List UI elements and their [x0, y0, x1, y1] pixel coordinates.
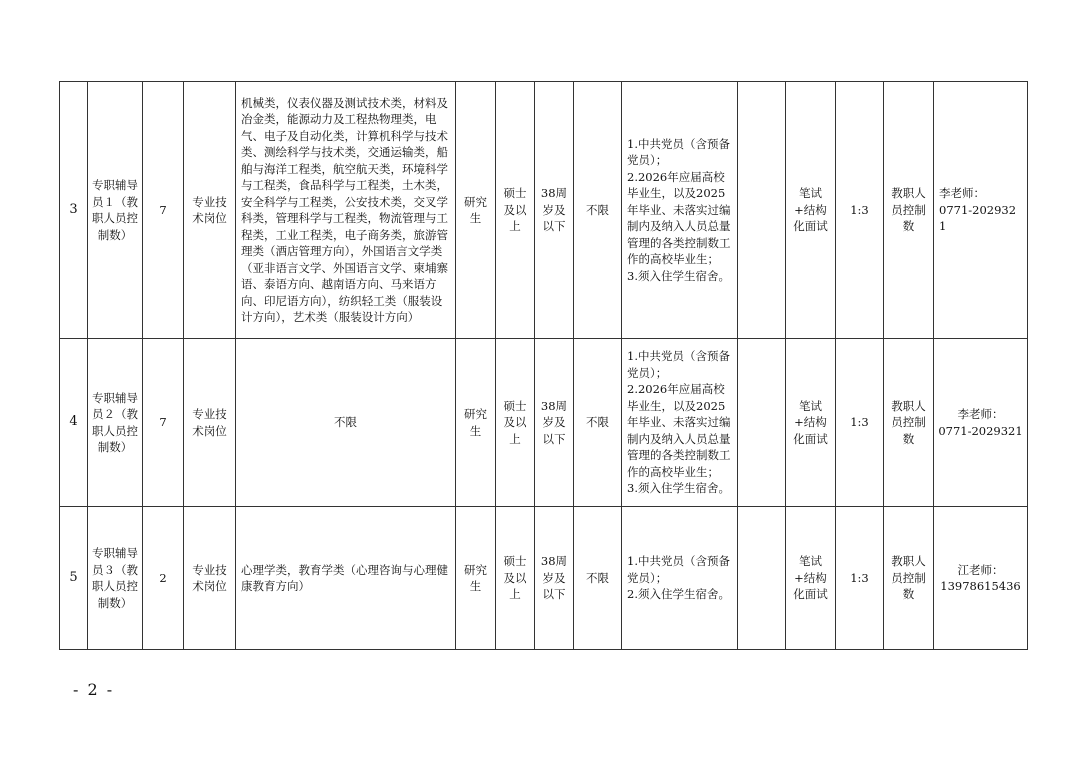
major-requirement: 机械类，仪表仪器及测试技术类，材料及冶金类，能源动力及工程热物理类，电气、电子及自动化类，计算机科学与技术类、测绘科学与技术类，交通运输类，船舶与海洋工程类，航空航天类，环境科学与工程类，食品科学与工程类，土木类，安全科学与工程类，公安技术类，交叉学科类，管理科学与工程类，物流管理与工程类，工业工程类，电子商务类，旅游管理类（酒店管理方向），外国语言文学类（亚非语言文学、外国语言文学、柬埔寨语、泰语方向、越南语方向、马来语方向、印尼语方向），纺织轻工类（服装设计方向），艺术类（服装设计方向）	[236, 82, 456, 339]
row-number: 3	[60, 82, 88, 339]
recruitment-table	[59, 81, 1028, 650]
title-requirement: 不限	[574, 82, 622, 339]
page-number: - 2 -	[73, 680, 115, 699]
education-requirement: 研究生	[456, 339, 496, 507]
staffing-type: 教职人员控制数	[884, 82, 934, 339]
interview-ratio: 1:3	[836, 339, 884, 507]
other-requirements: 1.中共党员（含预备党员）； 2.2026年应届高校毕业生，以及2025年毕业、未落实过编制内及纳入人员总量管理的各类控制数工作的高校毕业生； 3.须入住学生宿舍。	[622, 339, 738, 507]
degree-requirement: 硕士及以上	[496, 82, 535, 339]
hire-count: 7	[143, 82, 184, 339]
other-requirements: 1.中共党员（含预备党员）； 2.2026年应届高校毕业生，以及2025年毕业、未落实过编制内及纳入人员总量管理的各类控制数工作的高校毕业生； 3.须入住学生宿舍。	[622, 82, 738, 339]
staffing-type: 教职人员控制数	[884, 339, 934, 507]
exam-method: 笔试+结构化面试	[786, 507, 836, 650]
title-requirement: 不限	[574, 507, 622, 650]
other-requirements: 1.中共党员（含预备党员）； 2.须入住学生宿舍。	[622, 507, 738, 650]
major-requirement: 不限	[236, 339, 456, 507]
position-name: 专职辅导员２（教职人员控制数）	[88, 339, 143, 507]
hire-count: 7	[143, 339, 184, 507]
position-category: 专业技术岗位	[184, 82, 236, 339]
empty-cell	[738, 82, 786, 339]
contact-info: 李老师： 0771-2029321	[934, 82, 1028, 339]
degree-requirement: 硕士及以上	[496, 507, 535, 650]
interview-ratio: 1:3	[836, 507, 884, 650]
contact-info: 李老师： 0771-2029321	[934, 339, 1028, 507]
row-number: 4	[60, 339, 88, 507]
empty-cell	[738, 507, 786, 650]
table-row	[60, 507, 1028, 650]
age-requirement: 38周岁及以下	[535, 82, 574, 339]
exam-method: 笔试+结构化面试	[786, 339, 836, 507]
staffing-type: 教职人员控制数	[884, 507, 934, 650]
table-row	[60, 82, 1028, 339]
degree-requirement: 硕士及以上	[496, 339, 535, 507]
major-requirement: 心理学类，教育学类（心理咨询与心理健康教育方向）	[236, 507, 456, 650]
row-number: 5	[60, 507, 88, 650]
age-requirement: 38周岁及以下	[535, 339, 574, 507]
education-requirement: 研究生	[456, 507, 496, 650]
interview-ratio: 1:3	[836, 82, 884, 339]
position-category: 专业技术岗位	[184, 339, 236, 507]
exam-method: 笔试+结构化面试	[786, 82, 836, 339]
age-requirement: 38周岁及以下	[535, 507, 574, 650]
position-name: 专职辅导员１（教职人员控制数）	[88, 82, 143, 339]
hire-count: 2	[143, 507, 184, 650]
position-name: 专职辅导员３（教职人员控制数）	[88, 507, 143, 650]
position-category: 专业技术岗位	[184, 507, 236, 650]
title-requirement: 不限	[574, 339, 622, 507]
education-requirement: 研究生	[456, 82, 496, 339]
table-row	[60, 339, 1028, 507]
contact-info: 江老师： 13978615436	[934, 507, 1028, 650]
empty-cell	[738, 339, 786, 507]
